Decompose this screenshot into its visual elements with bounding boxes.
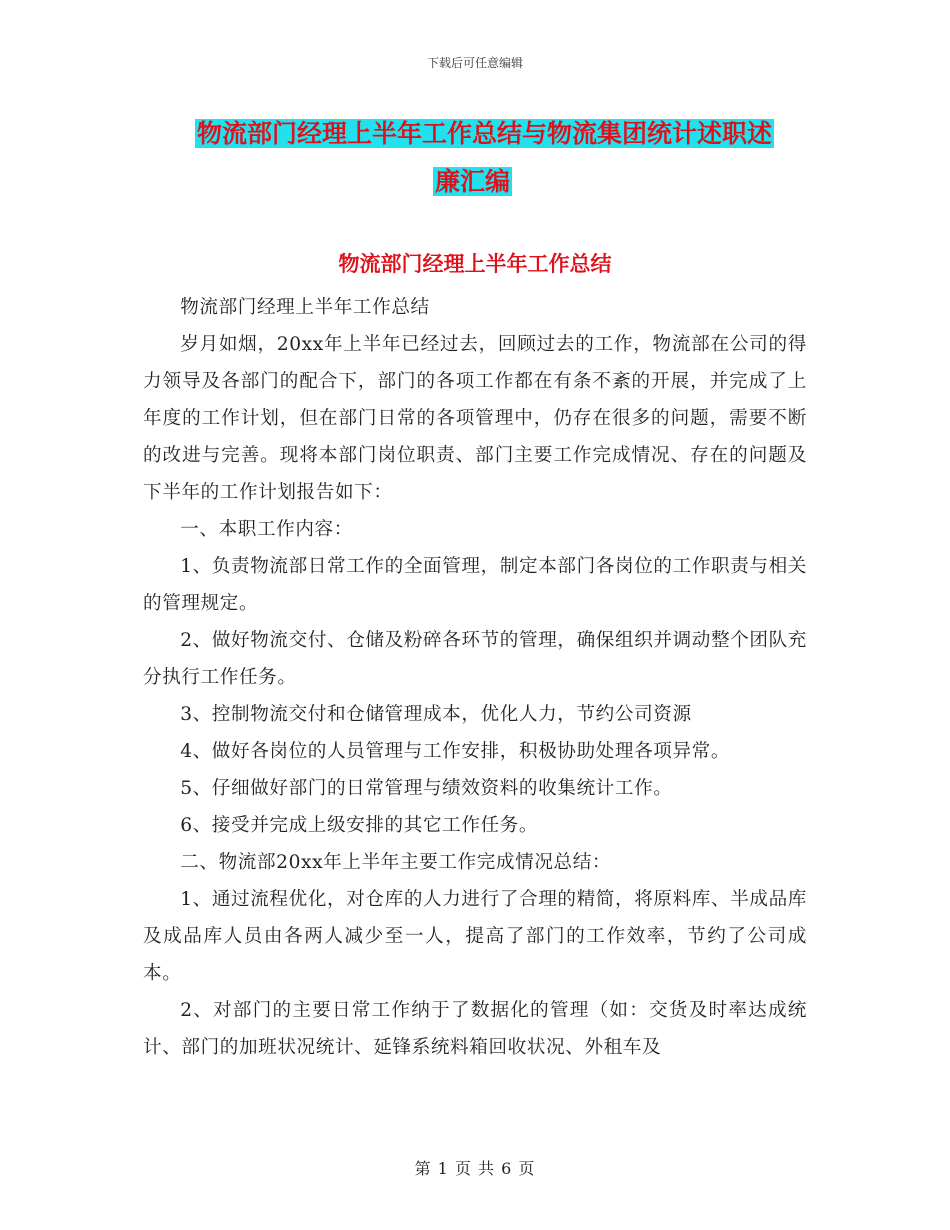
paragraph: 1、通过流程优化，对仓库的人力进行了合理的精简，将原料库、半成品库及成品库人员由各两人减少至一人，提高了部门的工作效率，节约了公司成本。 <box>143 889 807 984</box>
paragraph: 5、仔细做好部门的日常管理与绩效资料的收集统计工作。 <box>180 778 673 799</box>
paragraph: 3、控制物流交付和仓储管理成本，优化人力，节约公司资源 <box>180 704 692 725</box>
body-text <box>143 289 807 1066</box>
paragraph: 1、负责物流部日常工作的全面管理，制定本部门各岗位的工作职责与相关的管理规定。 <box>143 556 807 614</box>
paragraph: 4、做好各岗位的人员管理与工作安排，积极协助处理各项异常。 <box>180 741 731 762</box>
paragraph: 物流部门经理上半年工作总结 <box>180 297 430 318</box>
title-line-2: 廉汇编 <box>435 167 511 196</box>
section-title: 物流部门经理上半年工作总结 <box>338 252 612 276</box>
paragraph: 一、本职工作内容： <box>180 519 353 540</box>
header-note: 下载后可任意编辑 <box>426 56 523 70</box>
document-title <box>195 110 815 206</box>
paragraph: 6、接受并完成上级安排的其它工作任务。 <box>180 815 539 836</box>
page-footer: 第 1 页 共 6 页 <box>414 1159 536 1178</box>
paragraph: 二、物流部20xx年上半年主要工作完成情况总结： <box>180 852 612 873</box>
title-line-1: 物流部门经理上半年工作总结与物流集团统计述职述 <box>197 119 773 148</box>
paragraph: 2、做好物流交付、仓储及粉碎各环节的管理，确保组织并调动整个团队充分执行工作任务。 <box>143 630 807 688</box>
paragraph: 2、对部门的主要日常工作纳于了数据化的管理（如：交货及时率达成统计、部门的加班状况统计、延锋系统料箱回收状况、外租车及 <box>143 1000 807 1058</box>
paragraph: 岁月如烟，20xx年上半年已经过去，回顾过去的工作，物流部在公司的得力领导及各部门的配合下，部门的各项工作都在有条不紊的开展，并完成了上年度的工作计划，但在部门日常的各项管理中，仍存在很多的问题，需要不断的改进与完善。现将本部门岗位职责、部门主要工作完成情况、存在的问题及下半年的工作计划报告如下： <box>143 334 807 503</box>
